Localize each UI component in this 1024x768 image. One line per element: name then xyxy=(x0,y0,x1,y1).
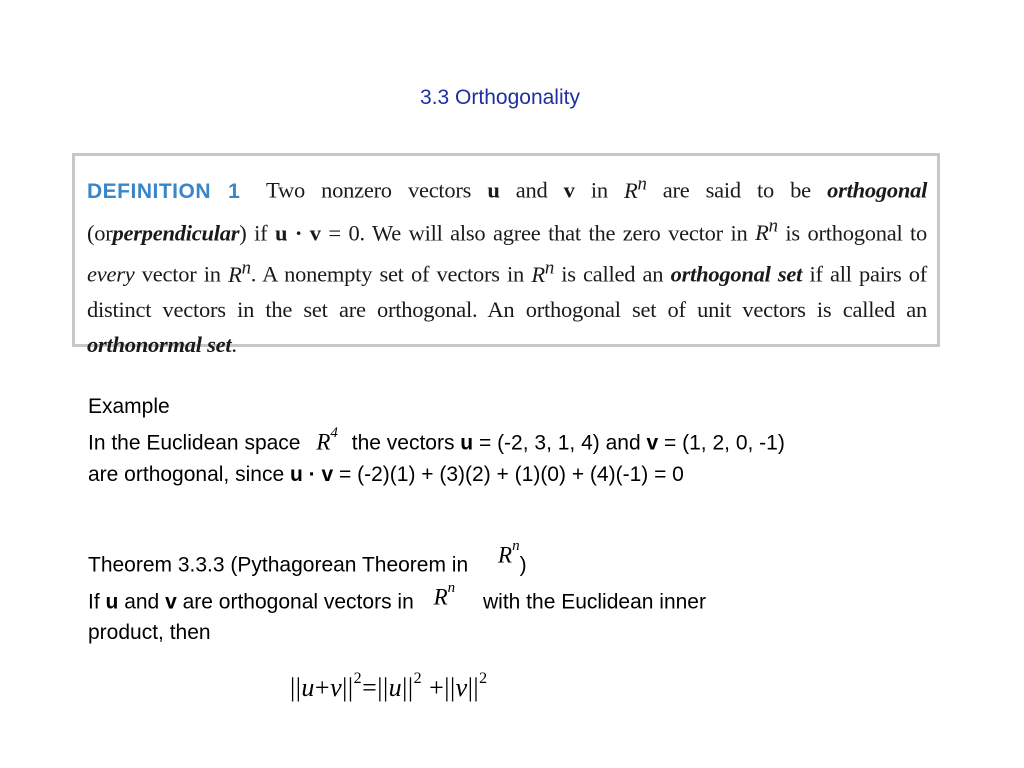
def-text: ) if xyxy=(239,220,268,245)
theorem-line-2: If u and v are orthogonal vectors in $R^n$ with the Euclidean inner xyxy=(88,581,706,618)
theorem-vector-u: u xyxy=(105,590,119,614)
theorem-vector-v: v xyxy=(165,590,177,614)
def-term-orthonormal-set: orthonormal set xyxy=(87,331,232,357)
theorem-line-3: product, then xyxy=(88,621,211,645)
def-text: = 0. We will also agree that the zero vector in xyxy=(328,220,748,245)
def-rn: $R^n$ xyxy=(531,257,554,287)
def-text: in xyxy=(590,177,608,203)
def-text: are said to be xyxy=(662,177,811,203)
slide-title: 3.3 Orthogonality xyxy=(420,86,580,109)
def-text: Two nonzero vectors xyxy=(266,177,472,203)
example-vector-v: v xyxy=(321,462,334,486)
def-text: is called an xyxy=(561,261,664,287)
definition-box xyxy=(72,153,940,357)
example-vector-u: u xyxy=(289,462,303,486)
def-vector-v: v xyxy=(563,177,575,203)
def-term-orthogonal-set: orthogonal set xyxy=(670,261,803,287)
def-text: is orthogonal to xyxy=(785,220,928,245)
example-dot: · xyxy=(308,462,316,486)
def-term-every: every xyxy=(87,261,135,287)
def-vector-v: v xyxy=(309,220,321,245)
example-heading: Example xyxy=(88,395,170,418)
def-text: (or xyxy=(87,220,113,245)
theorem-line-1: Theorem 3.3.3 (Pythagorean Theorem in $R^n$) xyxy=(88,544,706,581)
example-vector-u: u xyxy=(460,431,474,455)
theorem-section xyxy=(88,538,706,648)
example-section xyxy=(88,391,785,490)
def-vector-u: u xyxy=(275,220,288,245)
rn-symbol: $R^n$ xyxy=(498,538,520,568)
def-rn: $R^n$ xyxy=(624,173,647,203)
example-vector-v: v xyxy=(646,431,659,455)
def-text: . A nonempty set of vectors in xyxy=(250,261,525,287)
def-text: if all pairs of distinct vectors in the set are orthogonal. An orthogonal set of unit vectors is called an xyxy=(87,261,928,322)
def-rn: $R^n$ xyxy=(755,215,778,245)
example-line-2: are orthogonal, since u · v = (-2)(1) + (3)(2) + (1)(0) + (4)(-1) = 0 xyxy=(88,462,684,486)
def-term-perpendicular: perpendicular xyxy=(112,220,240,245)
rn-symbol: $R^n$ xyxy=(433,579,456,610)
def-text: and xyxy=(515,177,548,203)
r4-symbol: $R^4$ xyxy=(316,425,338,455)
def-dot: · xyxy=(294,220,303,245)
def-text: . xyxy=(231,331,237,357)
def-term-orthogonal: orthogonal xyxy=(827,177,928,203)
pythagorean-formula: $||u+v||^2=||u||^2 +||v||^2$ xyxy=(290,670,488,702)
example-line-1: In the Euclidean space $R^4$ the vectors u = (-2, 3, 1, 4) and v = (1, 2, 0, -1) xyxy=(88,422,785,459)
definition-label: DEFINITION 1 xyxy=(87,179,241,203)
def-text: vector in xyxy=(141,261,221,287)
def-vector-u: u xyxy=(487,177,500,203)
def-rn: $R^n$ xyxy=(228,257,251,287)
